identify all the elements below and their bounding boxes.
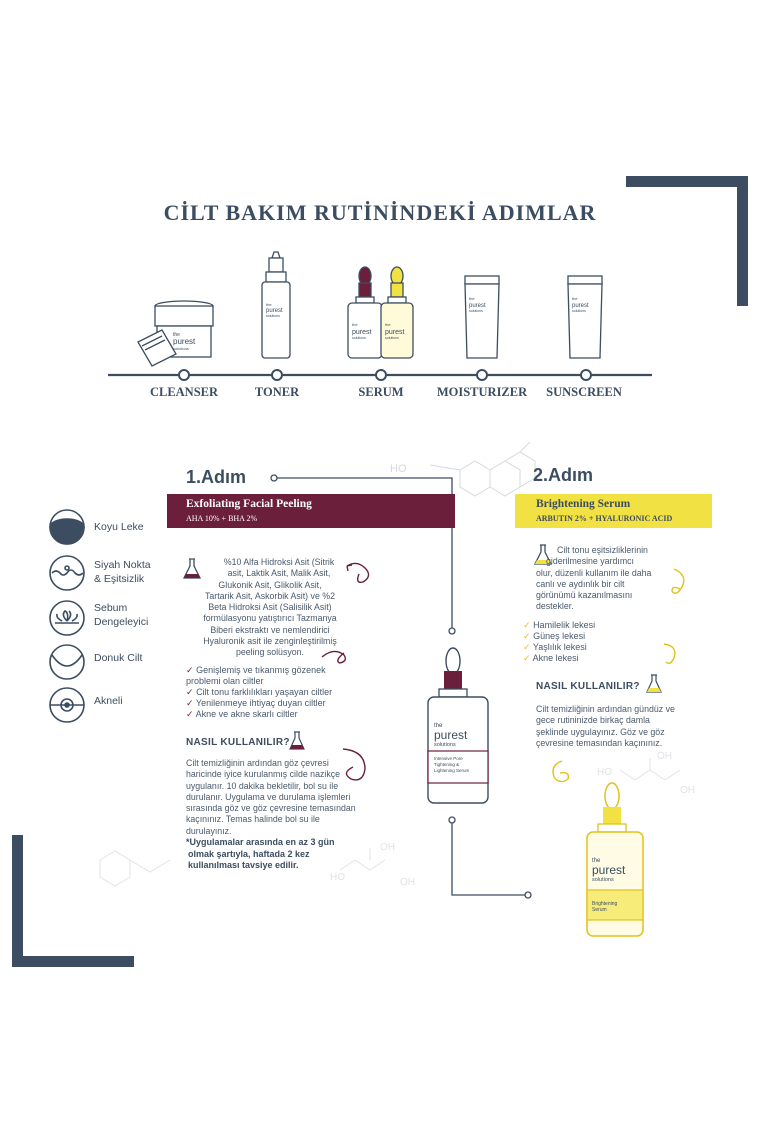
step-label-toner: TONER [254, 385, 300, 399]
step2-product-banner [515, 494, 712, 528]
svg-text:the: the [266, 302, 272, 307]
step2-bottle-illustration [582, 780, 648, 940]
routine-timeline [100, 365, 660, 385]
svg-text:HO: HO [597, 767, 612, 778]
page-title: CİLT BAKIM RUTİNİNDEKİ ADIMLAR [163, 200, 597, 225]
step2-benefits-list [523, 620, 663, 664]
svg-text:Tightening &: Tightening & [434, 762, 460, 767]
svg-text:OH: OH [657, 751, 672, 762]
svg-text:solutions: solutions [434, 742, 456, 748]
list-item: ✓ Akne lekesi [523, 653, 579, 663]
serum-dropper-plum-icon [348, 267, 382, 358]
svg-text:purest: purest [352, 329, 372, 336]
step2-howto-text: Cilt temizliğinin ardından gündüz ve gece rutininizde birkaç damla şeklinde uygulayınız. Göz ve göz çevresine temasından kaçınınız. [536, 704, 675, 748]
step2-howto-title: NASIL KULLANILIR? [536, 681, 640, 692]
svg-text:Intensive Pore: Intensive Pore [434, 756, 463, 761]
skin-type-sebum: Sebum Dengeleyici [94, 602, 149, 628]
svg-text:the: the [434, 723, 443, 729]
routine-products-illustration [100, 250, 660, 380]
svg-text:OH: OH [680, 785, 695, 796]
step1-benefits-list [186, 665, 361, 720]
moisturizer-tube-icon [465, 276, 499, 358]
svg-text:purest: purest [592, 863, 626, 877]
step1-bottle-illustration [422, 645, 494, 807]
list-item: ✓ Güneş lekesi [523, 631, 586, 641]
serum-dropper-yellow-icon [381, 267, 413, 358]
sebum-icon [50, 601, 84, 635]
step1-product-name: Exfoliating Facial Peeling [186, 498, 312, 510]
svg-text:solutions: solutions [385, 336, 399, 340]
svg-text:Lightening Serum: Lightening Serum [434, 768, 470, 773]
skin-type-blackhead: Siyah Nokta & Eşitsizlik [94, 559, 151, 585]
dull-skin-icon [50, 645, 84, 679]
svg-text:the: the [385, 322, 391, 327]
svg-text:the: the [572, 296, 578, 301]
skin-type-dark-spot: Koyu Leke [94, 521, 144, 533]
step2-heading: 2.Adım [533, 465, 594, 485]
svg-text:Serum: Serum [592, 907, 607, 913]
svg-text:purest: purest [385, 329, 405, 336]
list-item: ✓ Yenilenmeye ihtiyaç duyan ciltler [186, 698, 326, 708]
svg-text:HO: HO [330, 872, 345, 883]
step-label-serum: SERUM [358, 385, 404, 399]
swirl-arrow-icon-yellow-3 [548, 757, 578, 789]
svg-text:purest: purest [434, 728, 468, 742]
step2-ingredients: ARBUTIN 2% + HYALURONIC ACID [536, 514, 673, 523]
swirl-arrow-icon-yellow [668, 565, 692, 605]
skin-type-dull: Donuk Cilt [94, 652, 143, 664]
list-item: ✓ Akne ve akne skarlı ciltler [186, 709, 298, 719]
svg-text:the: the [469, 296, 475, 301]
list-item: ✓ Genişlemiş ve tıkanmış gözenek problemi olan ciltler [186, 665, 326, 686]
step-label-cleanser: CLEANSER [149, 385, 219, 399]
step1-note: *Uygulamalar arasında en az 3 gün olmak şartıyla, haftada 2 kez kullanılması tavsiye edilir. [186, 837, 335, 870]
svg-text:solutions: solutions [572, 309, 586, 313]
skin-type-acne: Akneli [94, 695, 123, 707]
list-item: ✓ Cilt tonu farklılıkları yaşayan ciltler [186, 687, 333, 697]
svg-text:the: the [173, 332, 180, 338]
step1-howto-title: NASIL KULLANILIR? [186, 737, 290, 748]
svg-text:Brightening: Brightening [592, 901, 618, 907]
step1-ingredients: AHA 10% + BHA 2% [186, 514, 258, 523]
sunscreen-tube-icon [568, 276, 602, 358]
step-label-sunscreen: SUNSCREEN [546, 385, 622, 399]
step1-howto-text: Cilt temizliğinin ardından göz çevresi haricinde iyice kurulanmış cilde nazikçe uygulanır. 10 dakika bekletilir, bol su ile durulanır. Uygulama ve durulama işlemleri sırasında göz ve göz çevresine temasından kaçınınız. Temas halinde bol su ile durulayınız. [186, 758, 356, 836]
svg-text:HO: HO [390, 463, 407, 475]
svg-text:purest: purest [469, 303, 486, 309]
swirl-arrow-icon-yellow-2 [660, 640, 682, 670]
step1-description: %10 Alfa Hidroksi Asit (Sitrik asit, Laktik Asit, Malik Asit, Glukonik Asit, Glikolik Asit, Tartarik Asit, Askorbik Asit) ve %2 Beta Hidroksi Asit (Salisilik Asit) formülasyonu yatıştırıcı Tazmanya Biberi ekstraktı ve nemlendirici Hyaluronik asit ile zenginleştirilmiş peeling solüsyon. [203, 557, 337, 658]
acne-icon [50, 688, 84, 722]
step-label-moisturizer: MOISTURIZER [436, 385, 528, 399]
svg-text:purest: purest [572, 303, 589, 309]
svg-text:the: the [352, 322, 358, 327]
step1-product-banner [167, 494, 455, 528]
swirl-arrow-icon-2 [318, 645, 354, 667]
svg-text:solutions: solutions [352, 336, 366, 340]
blackhead-icon [50, 556, 84, 590]
svg-text:solutions: solutions [266, 314, 280, 318]
list-item: ✓ Hamilelik lekesi [523, 620, 596, 630]
step2-description: Cilt tonu eşitsizliklerinin giderilmesine yardımcı olur, düzenli kullanım ile daha canlı ve aydınlık bir cilt görünümü kazanılmasını destekler. [536, 545, 652, 612]
svg-text:solutions: solutions [469, 309, 483, 313]
step1-heading: 1.Adım [186, 467, 247, 487]
svg-text:the: the [592, 858, 601, 864]
svg-text:solutions: solutions [173, 346, 189, 351]
svg-text:purest: purest [266, 308, 283, 314]
step2-product-name: Brightening Serum [536, 498, 631, 510]
swirl-arrow-icon [343, 558, 379, 588]
flask-icon-howto-plum [288, 731, 306, 751]
list-item: ✓ Yaşlılık lekesi [523, 642, 587, 652]
flask-icon-howto-yellow [645, 674, 663, 694]
skin-type-icons [45, 505, 91, 725]
svg-text:purest: purest [173, 337, 196, 346]
svg-text:solutions: solutions [592, 877, 614, 883]
dark-spot-icon [50, 510, 84, 544]
svg-text:OH: OH [400, 877, 415, 888]
svg-text:OH: OH [380, 842, 395, 853]
